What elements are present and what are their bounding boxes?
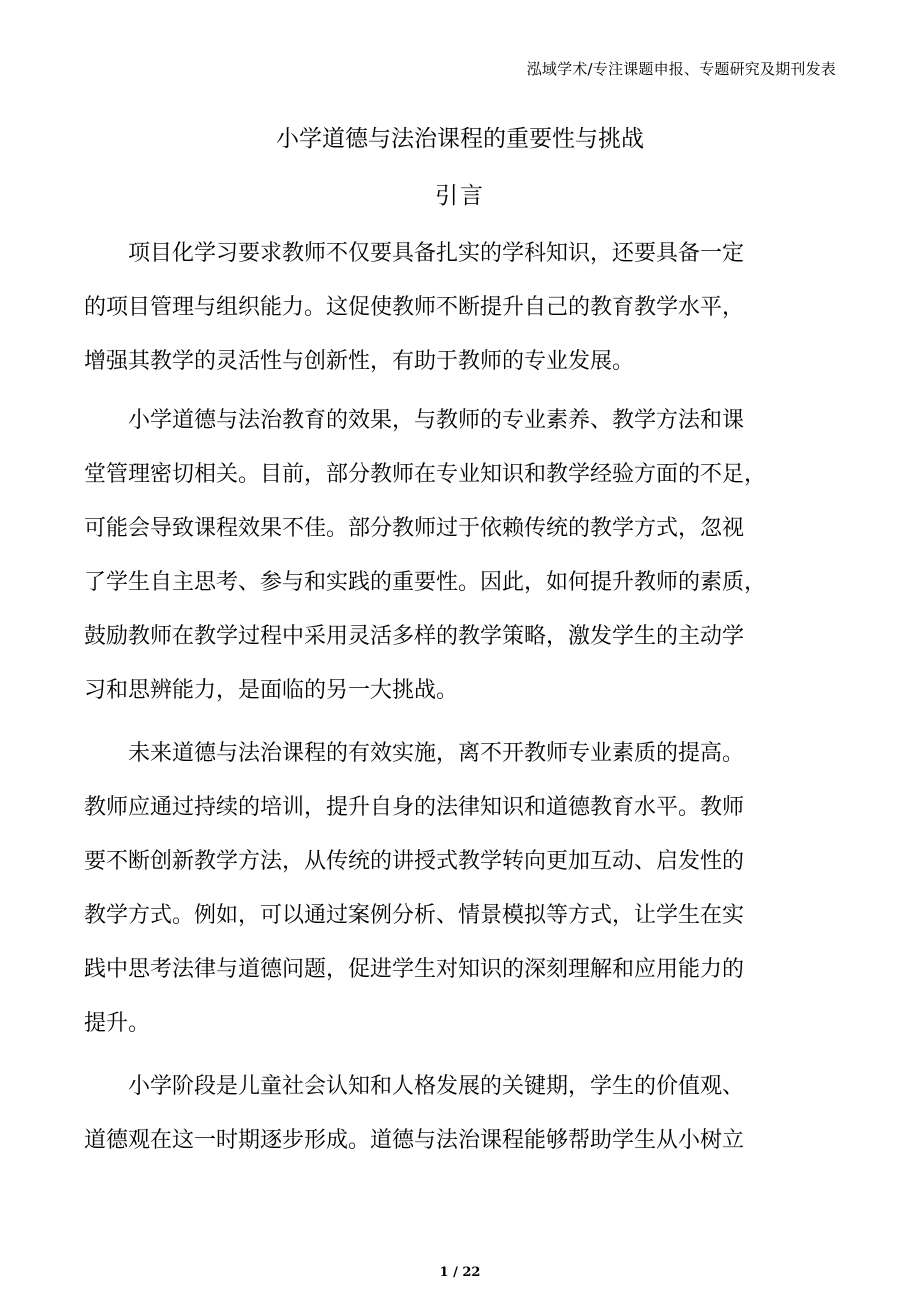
- paragraph-4: [84, 1060, 844, 1168]
- document-title: 小学道德与法治课程的重要性与挑战: [276, 126, 644, 152]
- paragraph-line: 要不断创新教学方法，从传统的讲授式教学转向更加互动、启发性的: [84, 849, 745, 874]
- paragraph-line: 提升。: [84, 1011, 151, 1036]
- paragraph-line: 教师应通过持续的培训，提升自身的法律知识和道德教育水平。教师: [84, 795, 745, 820]
- paragraph-line: 教学方式。例如，可以通过案例分析、情景模拟等方式，让学生在实: [84, 903, 745, 928]
- paragraph-line: 未来道德与法治课程的有效实施，离不开教师专业素质的提高。: [84, 741, 745, 766]
- paragraph-line: 的项目管理与组织能力。这促使教师不断提升自己的教育教学水平，: [84, 295, 745, 320]
- paragraph-line: 堂管理密切相关。目前，部分教师在专业知识和教学经验方面的不足，: [84, 462, 767, 487]
- page-number: 1 / 22: [439, 1265, 481, 1280]
- header-tagline: 泓域学术/专注课题申报、专题研究及期刊发表: [526, 60, 836, 78]
- paragraph-line: 了学生自主思考、参与和实践的重要性。因此，如何提升教师的素质，: [84, 570, 767, 595]
- paragraph-line: 小学阶段是儿童社会认知和人格发展的关键期，学生的价值观、: [84, 1074, 745, 1099]
- paragraph-2: [84, 394, 844, 718]
- paragraph-line: 增强其教学的灵活性与创新性，有助于教师的专业发展。: [84, 349, 635, 374]
- paragraph-1: [84, 227, 844, 389]
- paragraph-line: 践中思考法律与道德问题，促进学生对知识的深刻理解和应用能力的: [84, 957, 745, 982]
- paragraph-line: 鼓励教师在教学过程中采用灵活多样的教学策略，激发学生的主动学: [84, 624, 745, 649]
- paragraph-line: 可能会导致课程效果不佳。部分教师过于依赖传统的教学方式，忽视: [84, 516, 745, 541]
- section-heading: 引言: [435, 183, 485, 209]
- paragraph-line: 项目化学习要求教师不仅要具备扎实的学科知识，还要具备一定: [84, 241, 745, 266]
- paragraph-line: 道德观在这一时期逐步形成。道德与法治课程能够帮助学生从小树立: [84, 1128, 745, 1153]
- paragraph-3: [84, 727, 844, 1051]
- paragraph-line: 习和思辨能力，是面临的另一大挑战。: [84, 678, 459, 703]
- paragraph-line: 小学道德与法治教育的效果，与教师的专业素养、教学方法和课: [84, 408, 745, 433]
